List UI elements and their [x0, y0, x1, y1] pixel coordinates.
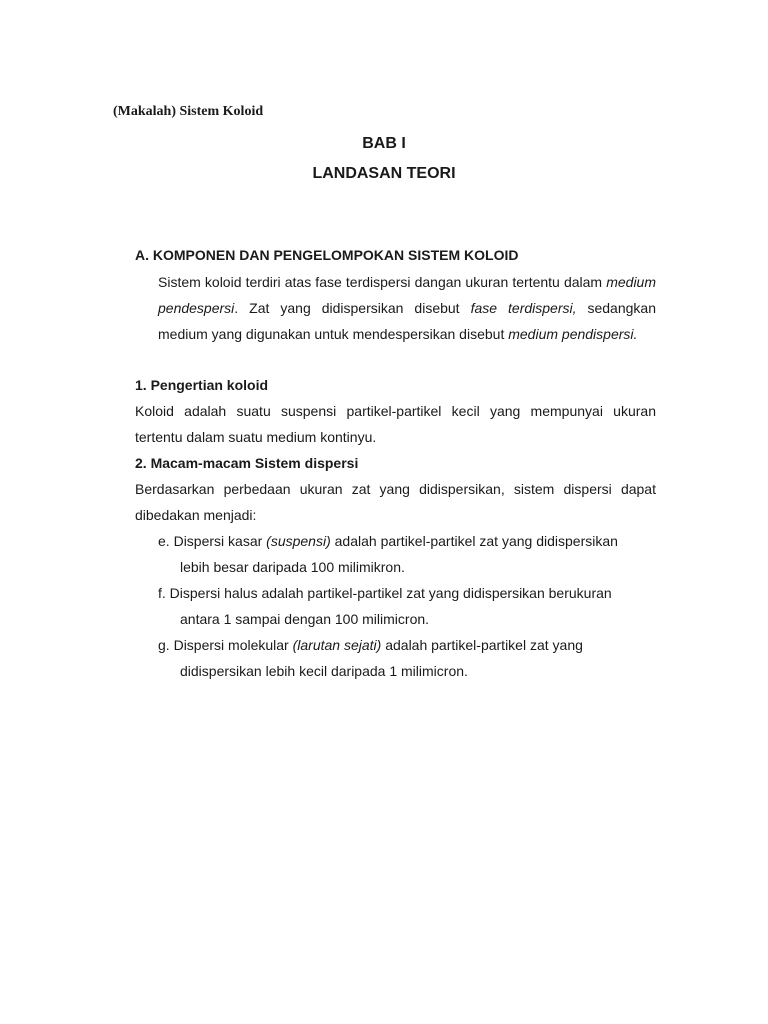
subsection-1-paragraph: Koloid adalah suatu suspensi partikel-partikel kecil yang mempunyai ukuran tertentu dalam suatu medium kontinyu.: [135, 403, 656, 445]
document-header-title: (Makalah) Sistem Koloid: [113, 104, 264, 119]
chapter-number: BAB I: [362, 135, 406, 152]
subsection-1-heading: 1. Pengertian koloid: [135, 377, 269, 393]
intro-emphasis-3: medium pendispersi.: [508, 326, 638, 342]
list-marker: e.: [158, 533, 170, 549]
intro-text-3: sedangkan medium yang digunakan untuk mendespersikan disebut: [158, 300, 656, 342]
subsection-2-heading: 2. Macam-macam Sistem dispersi: [135, 455, 359, 471]
list-text-after: adalah partikel-partikel zat yang: [381, 637, 583, 653]
list-text-continuation: antara 1 sampai dengan 100 milimicron.: [180, 611, 430, 627]
list-item-g: [158, 632, 656, 684]
list-text-after: adalah partikel-partikel zat yang didispersikan: [330, 533, 618, 549]
list-text-before: Dispersi halus adalah partikel-partikel zat yang didispersikan berukuran: [165, 585, 612, 601]
intro-emphasis-2: fase terdispersi,: [470, 300, 577, 316]
intro-emphasis-1: medium pendespersi: [158, 274, 656, 316]
list-text-before: Dispersi molekular: [169, 637, 293, 653]
list-marker: f.: [158, 585, 166, 601]
list-text-continuation: lebih besar daripada 100 milimikron.: [180, 559, 405, 575]
list-marker: g.: [158, 637, 170, 653]
list-text-before: Dispersi kasar: [169, 533, 267, 549]
chapter-title: LANDASAN TEORI: [312, 165, 456, 182]
list-text-emphasis: (suspensi): [266, 533, 331, 549]
section-a-intro-paragraph: [158, 269, 656, 347]
list-text-emphasis: (larutan sejati): [292, 637, 382, 653]
list-text-continuation: didispersikan lebih kecil daripada 1 milimicron.: [180, 663, 468, 679]
intro-text-2: . Zat yang didispersikan disebut: [234, 300, 471, 316]
list-item-f: [158, 580, 656, 632]
section-a-heading: A. KOMPONEN DAN PENGELOMPOKAN SISTEM KOLOID: [135, 247, 519, 263]
list-item-e: [158, 528, 656, 580]
subsection-2-paragraph: Berdasarkan perbedaan ukuran zat yang didispersikan, sistem dispersi dapat dibedakan menjadi:: [135, 481, 656, 523]
intro-text-1: Sistem koloid terdiri atas fase terdispersi dangan ukuran tertentu dalam: [158, 274, 607, 290]
